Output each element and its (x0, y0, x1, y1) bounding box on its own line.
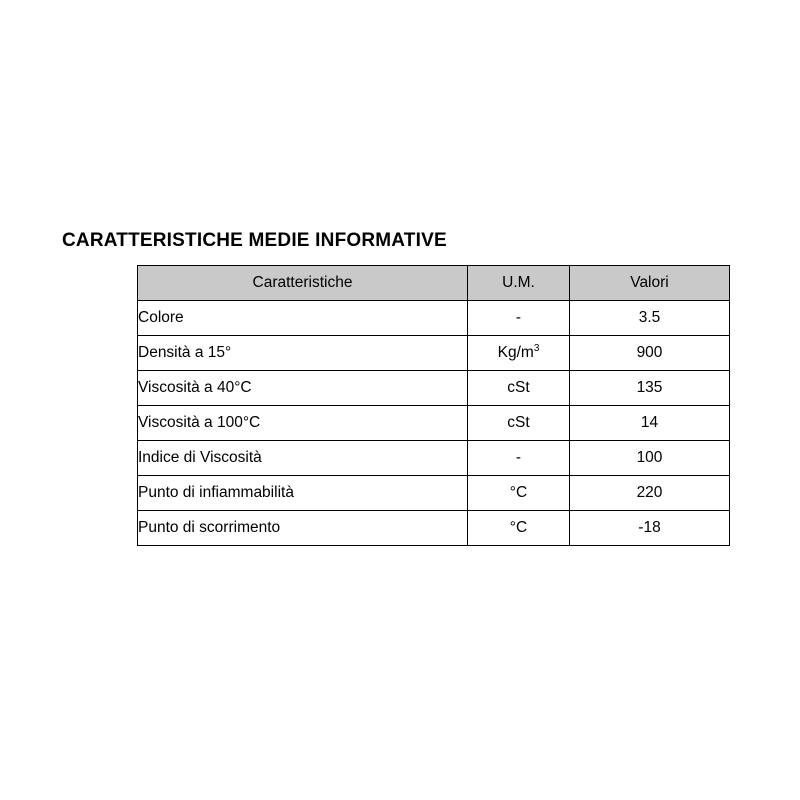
cell-unit: - (468, 301, 570, 336)
table-header (138, 266, 730, 301)
cell-characteristic: Densità a 15° (138, 336, 468, 371)
cell-characteristic: Punto di infiammabilità (138, 476, 468, 511)
cell-unit: cSt (468, 406, 570, 441)
table-row (138, 406, 730, 441)
cell-characteristic: Indice di Viscosità (138, 441, 468, 476)
cell-unit-exponent: 3 (533, 342, 540, 354)
cell-value: 3.5 (570, 301, 730, 336)
table-row (138, 336, 730, 371)
table-header-row (138, 266, 730, 301)
cell-value: -18 (570, 511, 730, 546)
cell-characteristic: Punto di scorrimento (138, 511, 468, 546)
table-row (138, 476, 730, 511)
column-header-characteristic: Caratteristiche (138, 266, 468, 301)
table-body (138, 301, 730, 546)
cell-unit: - (468, 441, 570, 476)
cell-unit-base: Kg/m (497, 344, 534, 361)
cell-characteristic: Viscosità a 100°C (138, 406, 468, 441)
table-row (138, 441, 730, 476)
column-header-value: Valori (570, 266, 730, 301)
cell-value: 14 (570, 406, 730, 441)
cell-unit (468, 336, 570, 371)
cell-unit: °C (468, 511, 570, 546)
table-row (138, 301, 730, 336)
cell-value: 220 (570, 476, 730, 511)
cell-value: 100 (570, 441, 730, 476)
cell-value: 135 (570, 371, 730, 406)
table-row (138, 511, 730, 546)
cell-characteristic: Viscosità a 40°C (138, 371, 468, 406)
cell-characteristic: Colore (138, 301, 468, 336)
specifications-table (137, 265, 730, 546)
cell-unit: cSt (468, 371, 570, 406)
page-title: CARATTERISTICHE MEDIE INFORMATIVE (62, 230, 447, 251)
cell-unit: °C (468, 476, 570, 511)
cell-value: 900 (570, 336, 730, 371)
column-header-unit: U.M. (468, 266, 570, 301)
table-row (138, 371, 730, 406)
